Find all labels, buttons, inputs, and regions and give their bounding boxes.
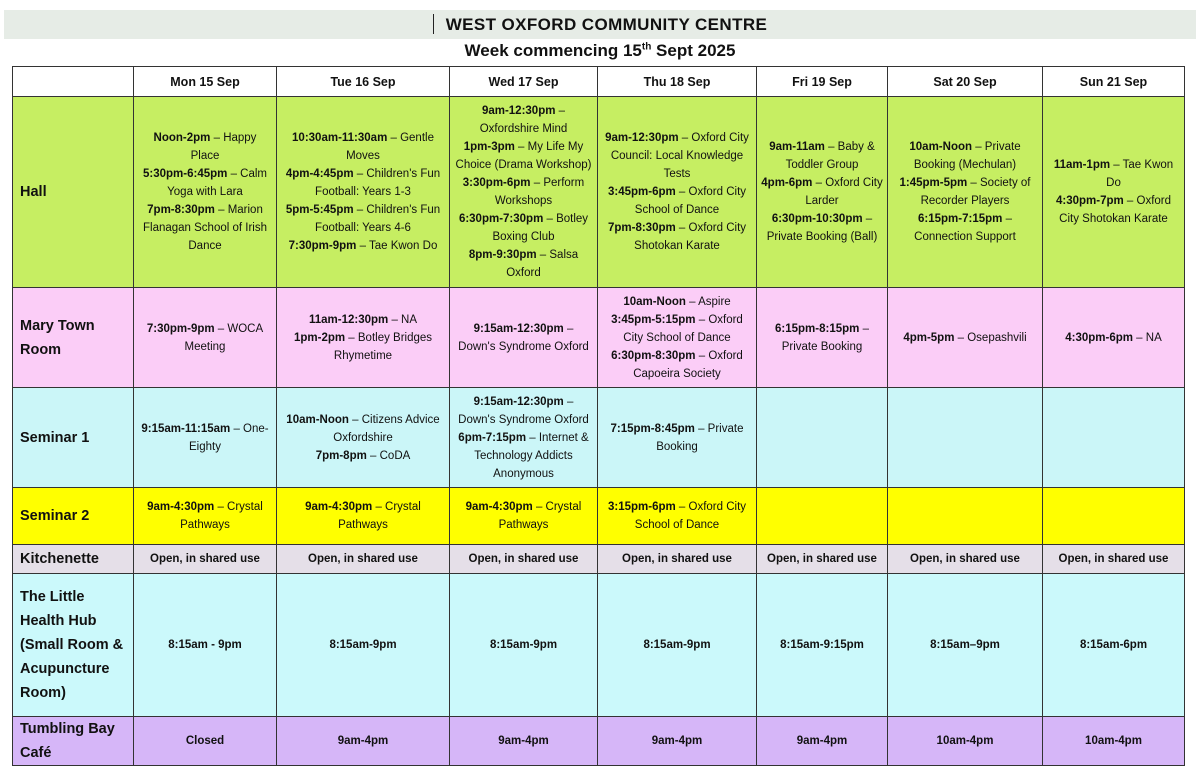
- booking-time: 9am-12:30pm: [605, 132, 679, 144]
- booking-time: 11am-12:30pm: [308, 313, 389, 326]
- booking-time: 6:15pm-7:15pm: [918, 213, 1003, 225]
- booking-entry: [454, 429, 593, 483]
- booking-time: 9:15am-11:15am: [141, 422, 231, 435]
- booking-entry: [602, 129, 752, 183]
- booking-desc: – Calm Yoga with Lara: [167, 168, 267, 198]
- booking-desc: – Children's Fun Football: Years 1-3: [315, 168, 441, 198]
- booking-cell: [277, 97, 450, 288]
- room-name: Kitchenette: [13, 545, 134, 574]
- booking-desc: – My Life My Choice (Drama Workshop): [455, 141, 592, 171]
- week-subtitle: [0, 40, 1200, 62]
- booking-time: 11am-1pm: [1053, 159, 1111, 171]
- availability-cell: 8:15am-9pm: [277, 574, 450, 717]
- booking-desc: – Oxford City Shotokan Karate: [1059, 195, 1172, 225]
- booking-entry: [281, 165, 445, 201]
- availability-cell: 8:15am-9pm: [598, 574, 757, 717]
- booking-cell: [277, 388, 450, 488]
- booking-entry: [454, 320, 593, 356]
- booking-time: 6:30pm-7:30pm: [458, 213, 544, 225]
- booking-time: 3:15pm-6pm: [607, 501, 676, 513]
- availability-cell: 9am-4pm: [757, 717, 888, 766]
- day-header: Sat 20 Sep: [888, 67, 1043, 97]
- booking-desc: – NA: [1132, 331, 1162, 344]
- booking-time: 3:45pm-6pm: [607, 186, 676, 198]
- booking-cell: [450, 97, 598, 288]
- booking-entry: [454, 210, 593, 246]
- availability-cell: 9am-4pm: [598, 717, 757, 766]
- row-cafe: [13, 717, 1185, 766]
- booking-entry: [454, 138, 593, 174]
- booking-entry: [281, 237, 445, 255]
- booking-cell: [757, 488, 888, 545]
- day-header: Sun 21 Sep: [1043, 67, 1185, 97]
- availability-cell: Open, in shared use: [134, 545, 277, 574]
- booking-time: 7:30pm-9pm: [288, 240, 357, 252]
- booking-entry: [1047, 192, 1180, 228]
- booking-time: 7pm-8:30pm: [607, 222, 676, 234]
- booking-cell: [1043, 288, 1185, 388]
- booking-desc: – Private Booking: [781, 322, 869, 353]
- booking-desc: – Oxford City Council: Local Knowledge Tests: [610, 132, 749, 180]
- availability-cell: 8:15am-9pm: [450, 574, 598, 717]
- booking-desc: – Salsa Oxford: [506, 249, 579, 279]
- booking-time: 7:30pm-9pm: [146, 322, 215, 335]
- booking-entry: [138, 129, 272, 165]
- day-header: Mon 15 Sep: [134, 67, 277, 97]
- row-health-hub: [13, 574, 1185, 717]
- booking-cell: [134, 288, 277, 388]
- booking-entry: [281, 311, 445, 329]
- booking-time: 8pm-9:30pm: [468, 249, 537, 261]
- booking-time: 4:30pm-6pm: [1065, 331, 1133, 344]
- day-header: Wed 17 Sep: [450, 67, 598, 97]
- booking-time: 10am-Noon: [286, 413, 349, 426]
- booking-desc: – Osepashvili: [954, 331, 1027, 344]
- day-header: Tue 16 Sep: [277, 67, 450, 97]
- booking-entry: [892, 174, 1038, 210]
- booking-desc: – Tae Kwon Do: [356, 240, 438, 252]
- booking-entry: [138, 165, 272, 201]
- booking-time: Noon-2pm: [153, 132, 211, 144]
- booking-desc: – Oxford City School of Dance: [634, 501, 747, 531]
- booking-entry: [138, 320, 272, 356]
- booking-cell: [134, 488, 277, 545]
- booking-desc: – Private Booking (Ball): [766, 213, 878, 243]
- row-mary-town-room: [13, 288, 1185, 388]
- booking-cell: [134, 97, 277, 288]
- row-seminar-2: [13, 488, 1185, 545]
- booking-entry: [602, 347, 752, 383]
- booking-cell: [1043, 388, 1185, 488]
- booking-cell: [1043, 488, 1185, 545]
- booking-entry: [602, 498, 752, 534]
- schedule-table: [12, 66, 1185, 766]
- booking-time: 5:30pm-6:45pm: [143, 168, 228, 180]
- booking-entry: [454, 174, 593, 210]
- booking-entry: [761, 320, 883, 356]
- booking-entry: [892, 329, 1038, 347]
- availability-cell: Open, in shared use: [888, 545, 1043, 574]
- booking-entry: [281, 447, 445, 465]
- booking-desc: – WOCA Meeting: [184, 322, 264, 353]
- booking-entry: [454, 246, 593, 282]
- availability-cell: Closed: [134, 717, 277, 766]
- booking-time: 9:15am-12:30pm: [473, 395, 564, 408]
- booking-entry: [892, 138, 1038, 174]
- booking-cell: [888, 97, 1043, 288]
- booking-desc: – Marion Flanagan School of Irish Dance: [142, 204, 268, 252]
- booking-desc: – Baby & Toddler Group: [785, 141, 875, 171]
- booking-entry: [281, 201, 445, 237]
- subtitle-suffix: Sept 2025: [651, 41, 736, 60]
- booking-entry: [138, 498, 272, 534]
- booking-entry: [892, 210, 1038, 246]
- day-header: Fri 19 Sep: [757, 67, 888, 97]
- booking-time: 7pm-8pm: [315, 449, 367, 462]
- booking-desc: – Gentle Moves: [346, 132, 434, 162]
- booking-time: 9:15am-12:30pm: [473, 322, 564, 335]
- booking-time: 9am-11am: [769, 141, 825, 153]
- booking-cell: [134, 388, 277, 488]
- booking-time: 9am-4:30pm: [147, 501, 215, 513]
- booking-time: 4pm-4:45pm: [285, 168, 354, 180]
- booking-desc: – Down's Syndrome Oxford: [458, 395, 589, 426]
- booking-time: 10:30am-11:30am: [292, 132, 388, 144]
- booking-entry: [281, 329, 445, 365]
- availability-cell: 8:15am-9:15pm: [757, 574, 888, 717]
- booking-entry: [281, 498, 445, 534]
- booking-desc: – Internet & Technology Addicts Anonymous: [474, 431, 589, 480]
- booking-cell: [598, 488, 757, 545]
- booking-entry: [1047, 329, 1180, 347]
- title-bar: [4, 10, 1196, 39]
- booking-time: 6pm-7:15pm: [458, 431, 527, 444]
- booking-desc: – Oxford Capoeira Society: [633, 349, 743, 380]
- booking-desc: – Oxford City Shotokan Karate: [634, 222, 747, 252]
- booking-cell: [1043, 97, 1185, 288]
- booking-desc: – Oxford City School of Dance: [634, 186, 747, 216]
- availability-cell: 10am-4pm: [888, 717, 1043, 766]
- booking-entry: [602, 420, 752, 456]
- booking-cell: [888, 488, 1043, 545]
- day-header: Thu 18 Sep: [598, 67, 757, 97]
- header-row: [13, 67, 1185, 97]
- booking-desc: – Oxford City Larder: [805, 177, 883, 207]
- booking-desc: – Tae Kwon Do: [1106, 159, 1174, 189]
- availability-cell: 9am-4pm: [277, 717, 450, 766]
- room-name: The Little Health Hub (Small Room & Acupuncture Room): [13, 574, 134, 717]
- booking-time: 4:30pm-7pm: [1055, 195, 1124, 207]
- booking-desc: – Oxford City School of Dance: [623, 313, 743, 344]
- booking-time: 7:15pm-8:45pm: [610, 422, 695, 435]
- booking-time: 6:30pm-8:30pm: [611, 349, 696, 362]
- booking-cell: [598, 97, 757, 288]
- room-name: Hall: [13, 97, 134, 288]
- booking-time: 9am-4:30pm: [465, 501, 533, 513]
- booking-entry: [602, 183, 752, 219]
- title-divider: [433, 14, 434, 34]
- availability-cell: Open, in shared use: [450, 545, 598, 574]
- availability-cell: Open, in shared use: [757, 545, 888, 574]
- booking-time: 9am-4:30pm: [305, 501, 373, 513]
- availability-cell: 9am-4pm: [450, 717, 598, 766]
- booking-entry: [1047, 156, 1180, 192]
- booking-time: 9am-12:30pm: [481, 105, 556, 117]
- booking-cell: [888, 288, 1043, 388]
- booking-desc: – Citizens Advice Oxfordshire: [333, 413, 440, 444]
- subtitle-prefix: Week commencing 15: [464, 41, 642, 60]
- booking-cell: [757, 288, 888, 388]
- room-name: Seminar 1: [13, 388, 134, 488]
- booking-time: 4pm-6pm: [761, 177, 813, 189]
- booking-time: 1pm-2pm: [293, 331, 346, 344]
- availability-cell: 10am-4pm: [1043, 717, 1185, 766]
- booking-desc: – Connection Support: [914, 213, 1016, 243]
- booking-entry: [281, 129, 445, 165]
- row-seminar-1: [13, 388, 1185, 488]
- booking-desc: – Society of Recorder Players: [920, 177, 1031, 207]
- booking-desc: – NA: [388, 313, 418, 326]
- booking-entry: [761, 138, 883, 174]
- row-kitchenette: [13, 545, 1185, 574]
- booking-cell: [277, 488, 450, 545]
- booking-entry: [602, 219, 752, 255]
- booking-desc: – Private Booking (Mechulan): [913, 141, 1021, 171]
- booking-cell: [598, 288, 757, 388]
- booking-cell: [757, 388, 888, 488]
- booking-desc: – Private Booking: [656, 422, 744, 453]
- booking-entry: [138, 201, 272, 255]
- booking-time: 5pm-5:45pm: [285, 204, 354, 216]
- booking-desc: – Oxfordshire Mind: [479, 105, 568, 135]
- booking-desc: – Crystal Pathways: [338, 501, 421, 531]
- booking-entry: [454, 102, 593, 138]
- booking-cell: [277, 288, 450, 388]
- booking-time: 7pm-8:30pm: [147, 204, 215, 216]
- booking-desc: – Down's Syndrome Oxford: [458, 322, 589, 353]
- booking-time: 3:30pm-6pm: [462, 177, 531, 189]
- booking-time: 1:45pm-5pm: [899, 177, 968, 189]
- booking-time: 3:45pm-5:15pm: [611, 313, 696, 326]
- booking-cell: [757, 97, 888, 288]
- booking-cell: [888, 388, 1043, 488]
- booking-entry: [761, 210, 883, 246]
- booking-desc: – Botley Boxing Club: [492, 213, 589, 243]
- availability-cell: Open, in shared use: [1043, 545, 1185, 574]
- booking-time: 10am-Noon: [909, 141, 973, 153]
- booking-entry: [454, 393, 593, 429]
- room-name: Seminar 2: [13, 488, 134, 545]
- availability-cell: Open, in shared use: [277, 545, 450, 574]
- booking-desc: – Children's Fun Football: Years 4-6: [315, 204, 441, 234]
- booking-time: 6:30pm-10:30pm: [771, 213, 863, 225]
- booking-cell: [450, 488, 598, 545]
- booking-desc: – CoDA: [366, 449, 411, 462]
- booking-entry: [281, 411, 445, 447]
- booking-cell: [450, 388, 598, 488]
- booking-desc: – Happy Place: [190, 132, 257, 162]
- booking-desc: – Aspire: [685, 295, 731, 308]
- booking-cell: [450, 288, 598, 388]
- corner-cell: [13, 67, 134, 97]
- availability-cell: 8:15am-6pm: [1043, 574, 1185, 717]
- subtitle-ordinal: th: [641, 41, 652, 53]
- availability-cell: 8:15am - 9pm: [134, 574, 277, 717]
- booking-time: 4pm-5pm: [903, 331, 955, 344]
- booking-entry: [602, 293, 752, 311]
- booking-desc: – Perform Workshops: [494, 177, 585, 207]
- booking-time: 1pm-3pm: [463, 141, 515, 153]
- booking-entry: [138, 420, 272, 456]
- booking-desc: – Crystal Pathways: [498, 501, 582, 531]
- booking-desc: – Botley Bridges Rhymetime: [333, 331, 433, 362]
- booking-time: 10am-Noon: [623, 295, 686, 308]
- row-hall: [13, 97, 1185, 288]
- availability-cell: Open, in shared use: [598, 545, 757, 574]
- availability-cell: 8:15am–9pm: [888, 574, 1043, 717]
- booking-time: 6:15pm-8:15pm: [775, 322, 860, 335]
- booking-cell: [598, 388, 757, 488]
- booking-entry: [761, 174, 883, 210]
- booking-entry: [602, 311, 752, 347]
- room-name: Mary Town Room: [13, 288, 134, 388]
- page-title: WEST OXFORD COMMUNITY CENTRE: [445, 15, 768, 34]
- booking-desc: – One-Eighty: [189, 422, 269, 453]
- booking-entry: [454, 498, 593, 534]
- booking-desc: – Crystal Pathways: [180, 501, 263, 531]
- room-name: Tumbling Bay Café: [13, 717, 134, 766]
